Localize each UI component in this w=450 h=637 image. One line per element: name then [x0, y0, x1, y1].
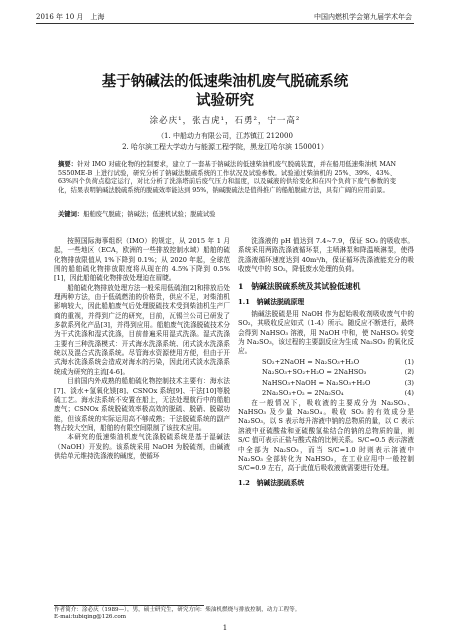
equation-expr: SO₂+2NaOH = Na₂SO₃+H₂O — [262, 357, 360, 366]
keywords-text: 船舶废气脱硫；钠碱法；低速机试验；脱硫试验 — [83, 211, 216, 218]
body-paragraph: 船舶硫化物排放处理方法一般采用低硫油[2]和排放后处理两种方法，由于低硫燃油的价格贵，供应不足，对柴油机影响较大，因此船舶废气后处理脱硫技术受到柴油机生产厂商的重视，并得到广泛的研究，目前，瓦锡兰公司已研发了多款系列化产品[3]，并得到应用。船舶废气洗涤脱硫技术分为干式洗涤和湿式洗涤，目前普遍采用湿式洗涤。湿式洗涤主要有三种洗涤模式：开式海水洗涤系统、闭式淡水洗涤系统以及混合式洗涤系统。尽管海水资源使用方便，但由于开式海水洗涤系统会造成对海水的污染，因此闭式淡水洗涤系统成为研究的主流[4-6]。 — [54, 283, 230, 376]
affiliation-2: 2. 哈尔滨工程大学动力与能源工程学院，黑龙江哈尔滨 150001） — [122, 143, 328, 151]
right-column — [238, 237, 414, 491]
abstract — [58, 161, 396, 195]
keywords-label: 关键词： — [58, 211, 84, 218]
paper-title — [0, 72, 450, 110]
authors: 涂必庆¹，张吉虎¹，石勇²，宁一高² — [149, 116, 301, 126]
header-right: 中国内燃机学会第九届学术年会 — [314, 13, 412, 21]
equation-expr: NaHSO₃+NaOH = Na₂SO₃+H₂O — [262, 378, 371, 387]
body-paragraph: 在一般情况下，吸收液的主要成分为 Na₂SO₃、NaHSO₃ 及少量 Na₂SO₄。吸收 SO₂ 的有效成分是 Na₂SO₃，以 S 表示每升溶液中钠的总物质的量，以 C 表示溶液中亚硫酸盐和亚硫酸氢盐结合的钠的总物质的量，则 S/C 值可表示正盐与酸式盐的比例关系。S/C=0.5 表示溶液中全部为 Na₂SO₃，而当 S/C=1.0 时则表示溶液中 Na₂SO₃ 全部转化为 NaHSO₃，在工业应用中一般控制 S/C=0.9 左右，高于此值后吸收液就需要进行处理。 — [238, 398, 414, 473]
section-heading-1: 1 钠碱法脱硫系统及其试验低速机 — [238, 282, 361, 292]
section-heading-1-2: 1.2 钠碱法脱硫系统 — [238, 478, 305, 487]
body-paragraph: 本研究的低速柴油机废气洗涤脱硫系统是基于湿碱法（NaOH）开发的。该系统采用 NaOH 为脱硫剂，由碱液供给单元维持洗涤液的碱度，使循环 — [54, 433, 230, 460]
body-paragraph: 目前国内外成熟的船舶硫化物控制技术主要有：海水法[7]、淡水+氢氧化镁[8]、CSNOx 系统[9]、干法[10]等脱硫工艺。海水法系统不安置在船上，无法处理航行中的船舶废气；CSNOx 系统脱硫效率极高效的脱硫、脱硝、脱碳功能，但该系统的实际运用高不够成熟；干法脱硫系统的副产物占较大空间，船舶的有限空间限制了该技术应用。 — [54, 377, 230, 432]
footnote-email: E-mai:tubiqing@126.com — [54, 614, 127, 620]
equation-4 — [238, 388, 414, 399]
equation-3 — [238, 378, 414, 389]
title-line-2: 试验研究 — [196, 92, 254, 109]
equation-expr: Na₂SO₃+SO₂+H₂O = 2NaHSO₃ — [262, 368, 367, 377]
left-column — [54, 237, 230, 461]
equation-1 — [238, 357, 414, 368]
equation-expr: 2Na₂SO₃+O₂ = 2Na₂SO₄ — [262, 389, 344, 398]
abstract-text: 针对 IMO 对硫化物的控制要求，建立了一套基于钠碱法的低速柴油机废气脱硫装置，并在船用低速柴油机 MAN 5S50ME-B 上进行试验，研究分析了钠碱法脱硫系统的工作状况及试验参数。试验通过柴油机的 25%、39%、43%、63%四个负荷点稳定运行，对比分析了洗涤塔前后废气压力和温度，以及碱液的供给变化和在四个负荷下废气参数的变化，结果表明钠碱法脱硫系统的脱硫效率能达到 95%，钠碱脱硫法是值得推广的船舶脱硫方法，具有广阔的应用前景。 — [58, 161, 396, 194]
title-line-1: 基于钠碱法的低速柴油机废气脱硫系统 — [101, 73, 349, 90]
equation-number: (1) — [404, 357, 414, 366]
equation-2 — [238, 367, 414, 378]
header-rule — [36, 23, 414, 24]
keywords — [58, 209, 396, 218]
abstract-label: 摘要： — [58, 161, 78, 168]
equation-number: (2) — [404, 368, 414, 377]
footnote-author: 作者简介：涂必庆（1989—），男，硕士研究生，研究方向：柴油机燃烧与排放控制，动力工程等。 — [54, 607, 301, 613]
equation-number: (4) — [404, 389, 414, 398]
section-heading-1-1: 1.1 钠碱法脱硫原理 — [238, 297, 305, 306]
footnote-rule — [54, 605, 204, 606]
body-paragraph: 按照国际海事组织（IMO）的规定，从 2015 年 1 月起，一些地区（ECA，欧洲的一些排放控制水域）船舶的硫化物排放限值从 1%下降到 0.1%；从 2020 年起，全球范围的船舶硫化物排放限度将从现在的 4.5%下降到 0.5%[1]，因此船舶硫化物排放处理迫在眉睫。 — [54, 237, 230, 283]
page-number: 1 — [222, 624, 228, 632]
equation-number: (3) — [404, 378, 414, 387]
body-paragraph: 钠碱法脱硫是用 NaOH 作为起始吸收剂吸收废气中的 SO₂，其吸收反应如式（1-4）所示。随反应不断进行，最终会得到 NaHSO₃ 溶液，用 NaOH 中和，使 NaHSO₃ 转变为 Na₂SO₃，该过程的主要副反应为生成 Na₂SO₃ 的氧化反应。 — [238, 310, 414, 356]
affiliation-1: （1. 中船动力有限公司，江苏镇江 212000 — [157, 132, 293, 140]
header-left: 2016 年 10 月 上海 — [36, 13, 105, 21]
body-paragraph: 洗涤液的 pH 值达到 7.4~7.9，保证 SO₂ 的吸收率。系统采用两路洗涤液循环泵，主喷淋泵和降温喷淋泵，使得洗涤液循环速度达到 40m³/h，保证循环洗涤液能充分的吸收废气中的 SO₂，降低废水处理的负荷。 — [238, 237, 414, 274]
